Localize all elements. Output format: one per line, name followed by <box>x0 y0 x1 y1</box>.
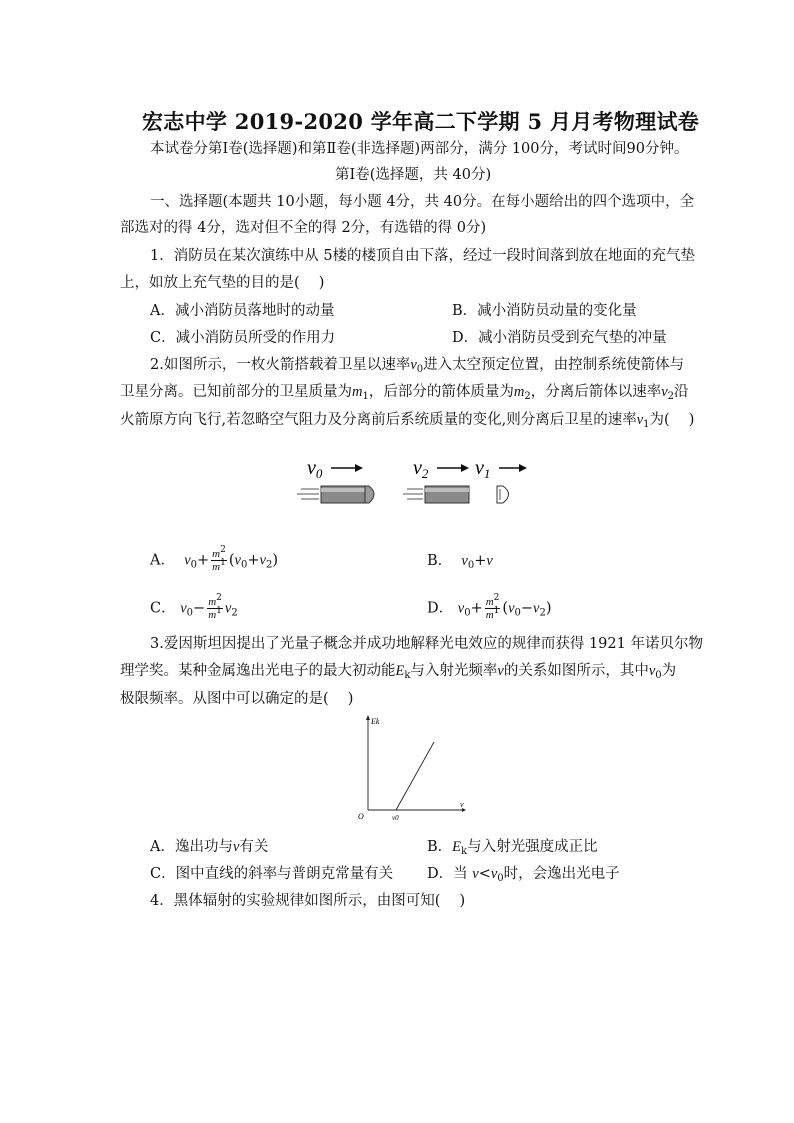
q2-line2: 卫星分离。已知前部分的卫星质量为$m_1$，后部分的箭体质量为$m_2$，分离后箭体以速率$v_2$沿 <box>120 384 689 402</box>
q2-option-c: C． $v_0-$ $\frac{m^2}{m^1}$ $v_2$ <box>150 593 238 621</box>
q3-line3: 极限频率。从图中可以确定的是( ) <box>120 691 354 707</box>
q2-option-d: D． $v_0+$ $\frac{m^2}{m^1}$ $(v_0-v_2)$ <box>427 593 552 621</box>
ek-frequency-graph <box>352 712 470 824</box>
q2-option-b: B． $v_0+v$ <box>427 553 493 571</box>
q2-option-a: A． $v_0+$ $\frac{m^2}{m^1}$ $(v_0+v_2)$ <box>150 545 278 573</box>
q2-line3: 火箭原方向飞行,若忽略空气阻力及分离前后系统质量的变化,则分离后卫星的速率$v_1$为( ) <box>120 412 695 430</box>
graph-x-tick: ν0 <box>392 814 399 822</box>
exam-intro: 本试卷分第Ⅰ卷(选择题)和第Ⅱ卷(非选择题)两部分，满分 100分，考试时间90分钟。 <box>150 141 689 157</box>
q1-option-c: C．减小消防员所受的作用力 <box>150 330 336 346</box>
q2-line1: 2.如图所示，一枚火箭搭载着卫星以速率$v_0$进入太空预定位置，由控制系统使箭体与 <box>150 357 685 375</box>
q3-option-c: C．图中直线的斜率与普朗克常量有关 <box>150 866 394 882</box>
q3-option-d: D．当 $\nu<\nu_0$时，会逸出光电子 <box>427 866 620 884</box>
section1-line2: 部选对的得 4分，选对但不全的得 2分，有选错的得 0分) <box>120 220 487 236</box>
q3-option-a: A．逸出功与ν有关 <box>150 839 269 855</box>
rocket-whole-icon <box>297 486 374 503</box>
q1-line1: 1．消防员在某次演练中从 5楼的楼顶自由下落，经过一段时间落到放在地面的充气垫 <box>150 248 696 264</box>
q1-option-d: D．减小消防员受到充气垫的冲量 <box>452 330 667 346</box>
q1-line2: 上，如放上充气垫的目的是( ) <box>120 275 325 291</box>
q3-line1: 3.爱因斯坦因提出了光量子概念并成功地解释光电效应的规律而获得 1921 年诺贝尔物 <box>150 636 703 652</box>
graph-x-label: ν <box>460 800 464 809</box>
q4-line1: 4．黑体辐射的实验规律如图所示，由图可知( ) <box>150 893 466 909</box>
q1-option-b: B．减小消防员动量的变化量 <box>452 303 637 319</box>
rocket-body-icon <box>403 486 469 503</box>
graph-origin: O <box>358 812 364 821</box>
q1-option-a: A．减小消防员落地时的动量 <box>150 303 335 319</box>
graph-y-label: Ek <box>371 717 380 726</box>
part1-heading: 第Ⅰ卷(选择题，共 40分) <box>335 167 492 183</box>
q3-option-b: B．$E_k$与入射光强度成正比 <box>427 839 598 857</box>
section1-line1: 一、选择题(本题共 10小题，每小题 4分，共 40分。在每小题给出的四个选项中，全 <box>150 194 695 210</box>
label-v2: $v_2$ <box>413 457 429 481</box>
q3-line2: 理学奖。某种金属逸出光电子的最大初动能$E_k$与入射光频率ν的关系如图所示，其中$\nu_0$为 <box>120 663 677 681</box>
satellite-icon <box>497 486 509 503</box>
label-v0: $v_0$ <box>307 457 323 481</box>
label-v1: $v_1$ <box>475 457 491 481</box>
rocket-figure <box>295 452 535 512</box>
exam-title: 宏志中学 2019-2020 学年高二下学期 5 月月考物理试卷 <box>142 109 700 134</box>
